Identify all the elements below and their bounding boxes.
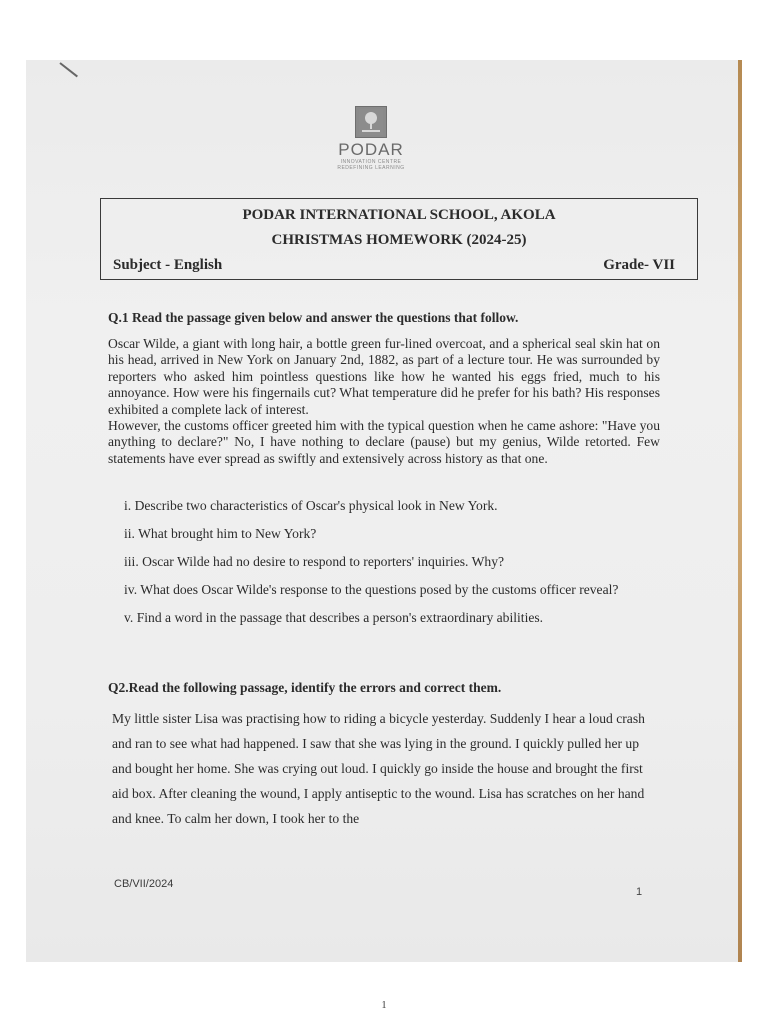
- school-name: PODAR INTERNATIONAL SCHOOL, AKOLA: [242, 207, 556, 223]
- footer-code: CB/VII/2024: [114, 878, 174, 890]
- q1-question: v. Find a word in the passage that describes a person's extraordinary abilities.: [124, 610, 544, 625]
- homework-title: CHRISTMAS HOMEWORK (2024-25): [271, 232, 527, 248]
- q1-question-list: [124, 498, 644, 638]
- table-edge: [738, 60, 742, 962]
- subject-label: Subject - English: [113, 257, 223, 273]
- q1-heading: Q.1 Read the passage given below and answer the questions that follow.: [108, 310, 519, 325]
- q1-passage: [108, 336, 660, 467]
- pen-mark: [59, 62, 78, 77]
- q1-question: i. Describe two characteristics of Oscar's physical look in New York.: [124, 498, 498, 513]
- q1-question: iii. Oscar Wilde had no desire to respond to reporters' inquiries. Why?: [124, 554, 505, 569]
- document-photo: [26, 60, 742, 962]
- outer-page-number: 1: [381, 1000, 387, 1011]
- logo-tagline: INNOVATION CENTRE: [340, 159, 402, 165]
- grade-label: Grade- VII: [603, 257, 675, 273]
- school-logo: [326, 106, 416, 172]
- q1-paragraph-1: Oscar Wilde, a giant with long hair, a bottle green fur-lined overcoat, and a spherical seal skin hat on his head, arrived in New York on January 2nd, 1882, as part of a lecture tour. He was surrounded by reporters who asked him pointless questions like how he wanted his eggs fried, much to his annoyance. How were his fingernails cut? What temperature did he prefer for his bath? His responses exhibited a complete lack of interest.: [108, 336, 660, 417]
- q2-passage: My little sister Lisa was practising how to riding a bicycle yesterday. Suddenly I hear a loud crash and ran to see what had happened. I saw that she was lying in the ground. I quickly pulled her up and bought her home. She was crying out loud. I quickly go inside the house and brought the first aid box. After cleaning the wound, I apply antiseptic to the wound. Lisa has scratches on her hand and knee. To calm her down, I took her to the: [112, 711, 645, 826]
- q1-paragraph-2: However, the customs officer greeted him with the typical question when he came ashore: "Have you anything to declare?" No, I have nothing to declare (pause) but my genius, Wilde retorted. Few statements have ever spread as swiftly and extensively across history as that one.: [108, 418, 660, 466]
- q1-question: iv. What does Oscar Wilde's response to the questions posed by the customs officer reveal?: [124, 582, 619, 597]
- logo-name: PODAR: [338, 140, 404, 159]
- q1-question: ii. What brought him to New York?: [124, 526, 317, 541]
- q2-heading: Q2.Read the following passage, identify the errors and correct them.: [108, 680, 502, 695]
- footer-page-number: 1: [636, 886, 643, 898]
- logo-motto: REDEFINING LEARNING: [337, 165, 405, 171]
- tree-emblem-icon: [355, 106, 387, 138]
- header-box: [100, 198, 698, 280]
